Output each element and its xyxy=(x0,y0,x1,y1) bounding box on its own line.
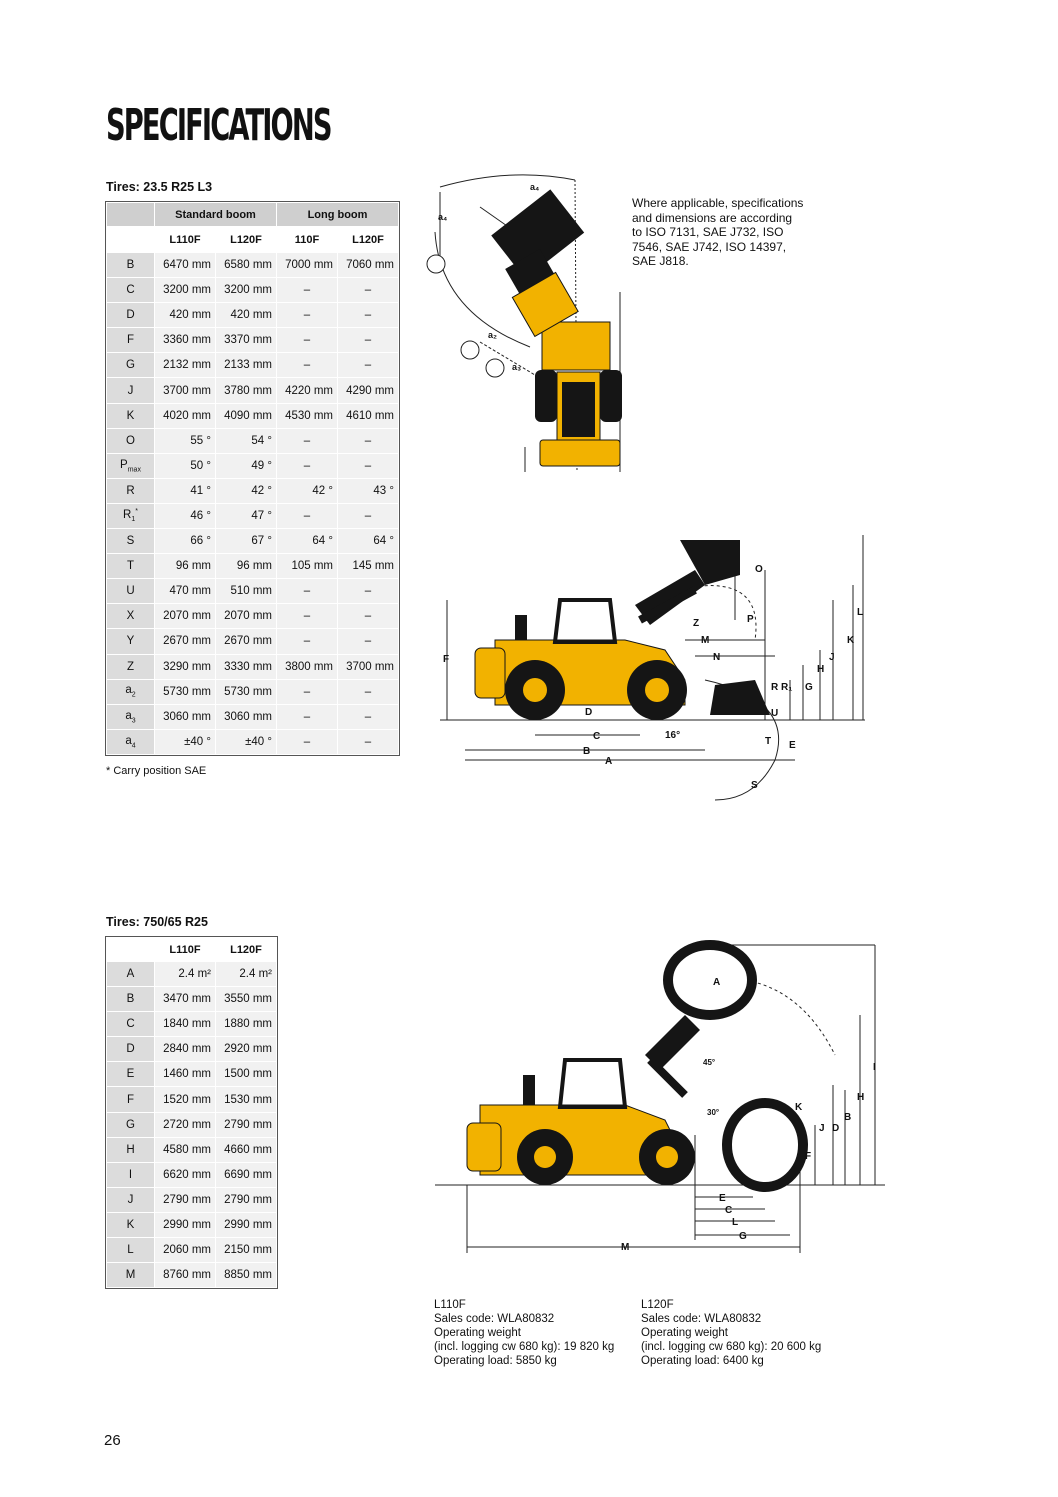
page-title: SPECIFICATIONS xyxy=(106,100,331,151)
table-cell: – xyxy=(277,328,338,353)
dim-label: a₂ xyxy=(488,330,498,340)
table-row xyxy=(107,1263,277,1288)
row-label: D xyxy=(107,303,155,328)
row-label: $a_4$ xyxy=(107,729,155,754)
table-cell: 3700 mm xyxy=(155,378,216,403)
dim-label: E xyxy=(789,740,796,751)
table-cell: 2720 mm xyxy=(155,1112,216,1137)
row-label: $a_2$ xyxy=(107,679,155,704)
dim-label: C xyxy=(593,731,601,742)
table-cell: 6690 mm xyxy=(216,1162,277,1187)
l110f-info xyxy=(434,1298,614,1368)
table-row xyxy=(107,453,399,478)
table-cell: – xyxy=(277,303,338,328)
row-label: K xyxy=(107,1212,155,1237)
dim-label: G xyxy=(739,1231,747,1242)
loader-top-view xyxy=(491,189,622,466)
table-cell: 3470 mm xyxy=(155,987,216,1012)
table-cell: 3800 mm xyxy=(277,654,338,679)
table-cell: – xyxy=(277,679,338,704)
row-label: R xyxy=(107,478,155,503)
info-line: Sales code: WLA80832 xyxy=(641,1313,762,1325)
table-cell: – xyxy=(277,629,338,654)
table-cell: – xyxy=(338,729,399,754)
table-cell: 42 ° xyxy=(277,478,338,503)
table-cell: 4020 mm xyxy=(155,403,216,428)
table1-body xyxy=(107,253,399,755)
table-cell: – xyxy=(277,353,338,378)
row-label: J xyxy=(107,1187,155,1212)
dim-label: M xyxy=(621,1242,630,1253)
dim-label: a₄ xyxy=(438,212,448,222)
table-cell: 3060 mm xyxy=(155,704,216,729)
table2-body xyxy=(107,962,277,1288)
row-label: C xyxy=(107,1012,155,1037)
table2-caption: Tires: 750/65 R25 xyxy=(106,915,208,929)
side-view-dimensions-diagram xyxy=(435,530,875,815)
table-cell: – xyxy=(338,278,399,303)
table-cell: 5730 mm xyxy=(216,679,277,704)
table-row xyxy=(107,478,399,503)
table-cell: – xyxy=(338,453,399,478)
row-label: K xyxy=(107,403,155,428)
dim-label: 16° xyxy=(665,730,681,741)
table-cell: 96 mm xyxy=(216,554,277,579)
table-row xyxy=(107,253,399,278)
row-label: $a_3$ xyxy=(107,704,155,729)
table-cell: – xyxy=(277,729,338,754)
standards-note xyxy=(632,196,832,269)
table-cell: 8760 mm xyxy=(155,1263,216,1288)
table-row xyxy=(107,1212,277,1237)
table-cell: 470 mm xyxy=(155,579,216,604)
dim-label: E xyxy=(719,1193,726,1204)
row-label: O xyxy=(107,428,155,453)
log-grapple-diagram xyxy=(435,935,885,1260)
row-label: B xyxy=(107,987,155,1012)
table-cell: ±40 ° xyxy=(155,729,216,754)
row-label: T xyxy=(107,554,155,579)
dim-label: I xyxy=(873,1062,876,1073)
table-row xyxy=(107,604,399,629)
table-cell: 4660 mm xyxy=(216,1137,277,1162)
table-cell: – xyxy=(277,428,338,453)
table-row xyxy=(107,428,399,453)
spec-table-log-grapple xyxy=(106,937,277,1288)
table-cell: 2990 mm xyxy=(155,1212,216,1237)
table-row xyxy=(107,1012,277,1037)
table-cell: 4580 mm xyxy=(155,1137,216,1162)
table-cell: – xyxy=(277,453,338,478)
dim-label: R₁ xyxy=(781,682,793,693)
table-cell: 2.4 m² xyxy=(216,962,277,987)
table-cell: – xyxy=(277,604,338,629)
table-cell: 2.4 m² xyxy=(155,962,216,987)
dim-label: B xyxy=(844,1112,852,1123)
table-cell: 66 ° xyxy=(155,529,216,554)
model-header: L120F xyxy=(216,227,277,253)
info-line: Operating weight xyxy=(434,1327,521,1339)
table-cell: 4610 mm xyxy=(338,403,399,428)
dim-label: H xyxy=(817,664,825,675)
table-row xyxy=(107,353,399,378)
table-cell: 2790 mm xyxy=(216,1112,277,1137)
table-cell: – xyxy=(277,704,338,729)
info-line: (incl. logging cw 680 kg): 20 600 kg xyxy=(641,1341,822,1353)
row-label: A xyxy=(107,962,155,987)
info-line: (incl. logging cw 680 kg): 19 820 kg xyxy=(434,1341,615,1353)
table-row xyxy=(107,378,399,403)
dim-label: T xyxy=(765,736,772,747)
table-cell: 3550 mm xyxy=(216,987,277,1012)
table-row xyxy=(107,328,399,353)
row-label: $R_1^*$ xyxy=(107,503,155,528)
dim-label: D xyxy=(832,1123,840,1134)
table-cell: – xyxy=(338,353,399,378)
table-cell: 145 mm xyxy=(338,554,399,579)
dim-label: B xyxy=(583,746,591,757)
dim-label: F xyxy=(443,654,450,665)
table-cell: – xyxy=(338,503,399,528)
dim-label: H xyxy=(857,1092,865,1103)
row-label: E xyxy=(107,1062,155,1087)
table-cell: 2070 mm xyxy=(155,604,216,629)
table-cell: 8850 mm xyxy=(216,1263,277,1288)
table-cell: – xyxy=(277,503,338,528)
row-label: Z xyxy=(107,654,155,679)
table-cell: 2920 mm xyxy=(216,1037,277,1062)
model-header: L120F xyxy=(216,938,277,962)
table-row xyxy=(107,1238,277,1263)
info-line: L120F xyxy=(641,1299,674,1311)
dim-label: Z xyxy=(693,618,700,629)
info-line: Operating load: 6400 kg xyxy=(641,1355,764,1367)
dim-label: L xyxy=(732,1217,739,1228)
table-row xyxy=(107,1162,277,1187)
table-row xyxy=(107,1037,277,1062)
table-cell: 2132 mm xyxy=(155,353,216,378)
table-cell: – xyxy=(277,579,338,604)
table-cell: 3700 mm xyxy=(338,654,399,679)
row-label: Y xyxy=(107,629,155,654)
table-cell: 50 ° xyxy=(155,453,216,478)
dim-label: a₃ xyxy=(512,362,522,372)
table-cell: 96 mm xyxy=(155,554,216,579)
table-cell: 2060 mm xyxy=(155,1238,216,1263)
loader-with-grapple xyxy=(467,945,803,1187)
dim-label: D xyxy=(585,707,593,718)
table-cell: 55 ° xyxy=(155,428,216,453)
l120f-info xyxy=(641,1298,821,1368)
table-row xyxy=(107,654,399,679)
table-cell: 2070 mm xyxy=(216,604,277,629)
table-row xyxy=(107,729,399,754)
row-label: U xyxy=(107,579,155,604)
table-cell: 1460 mm xyxy=(155,1062,216,1087)
table-cell: 3290 mm xyxy=(155,654,216,679)
row-label: H xyxy=(107,1137,155,1162)
table-cell: 64 ° xyxy=(277,529,338,554)
table-cell: 510 mm xyxy=(216,579,277,604)
dim-label: G xyxy=(805,682,813,693)
note-line: and dimensions are according xyxy=(632,210,793,225)
table-cell: – xyxy=(338,704,399,729)
table-cell: 2840 mm xyxy=(155,1037,216,1062)
dim-label: K xyxy=(795,1102,803,1113)
table1-caption: Tires: 23.5 R25 L3 xyxy=(106,180,213,194)
table-cell: – xyxy=(338,604,399,629)
table-row xyxy=(107,987,277,1012)
table-cell: 67 ° xyxy=(216,529,277,554)
table-row xyxy=(107,1187,277,1212)
dim-label: a₄ xyxy=(530,182,540,192)
table-row xyxy=(107,554,399,579)
table-cell: 1880 mm xyxy=(216,1012,277,1037)
table-row xyxy=(107,1137,277,1162)
table-cell: – xyxy=(338,303,399,328)
table-row xyxy=(107,962,277,987)
group-long-boom: Long boom xyxy=(277,203,399,227)
info-line: Operating weight xyxy=(641,1327,728,1339)
spec-table-standard-tires xyxy=(106,202,399,755)
row-label: F xyxy=(107,1087,155,1112)
table-cell: 1840 mm xyxy=(155,1012,216,1037)
table-row xyxy=(107,704,399,729)
dim-label: U xyxy=(771,708,779,719)
table-cell: 3780 mm xyxy=(216,378,277,403)
model-header: L110F xyxy=(155,938,216,962)
footnote: * Carry position SAE xyxy=(106,765,207,777)
table-row xyxy=(107,629,399,654)
table-cell: 6470 mm xyxy=(155,253,216,278)
table-cell: 64 ° xyxy=(338,529,399,554)
table-cell: – xyxy=(338,629,399,654)
table-cell: 2790 mm xyxy=(155,1187,216,1212)
table-cell: 1520 mm xyxy=(155,1087,216,1112)
table-row xyxy=(107,278,399,303)
table-cell: 420 mm xyxy=(155,303,216,328)
page-number: 26 xyxy=(104,1432,121,1449)
row-label: S xyxy=(107,529,155,554)
dim-label: F xyxy=(805,1151,812,1162)
dim-label: R xyxy=(771,682,779,693)
table-cell: 43 ° xyxy=(338,478,399,503)
table-cell: 4290 mm xyxy=(338,378,399,403)
table-row xyxy=(107,1112,277,1137)
table-cell: 47 ° xyxy=(216,503,277,528)
note-line: Where applicable, specifications xyxy=(632,196,804,210)
dim-label: J xyxy=(819,1123,825,1134)
row-label: D xyxy=(107,1037,155,1062)
group-standard-boom: Standard boom xyxy=(155,203,277,227)
row-label: J xyxy=(107,378,155,403)
note-line: 7546, SAE J742, ISO 14397, xyxy=(632,239,787,254)
row-label: B xyxy=(107,253,155,278)
table-cell: 42 ° xyxy=(216,478,277,503)
table-cell: 2670 mm xyxy=(216,629,277,654)
model-header: L110F xyxy=(155,227,216,253)
dim-label: 30° xyxy=(707,1108,720,1117)
table-cell: 46 ° xyxy=(155,503,216,528)
dim-label: N xyxy=(713,652,721,663)
table-row xyxy=(107,529,399,554)
table-cell: 4090 mm xyxy=(216,403,277,428)
table-row xyxy=(107,303,399,328)
table-cell: 49 ° xyxy=(216,453,277,478)
info-line: L110F xyxy=(434,1299,466,1311)
dim-label: A xyxy=(605,756,613,767)
dim-label: J xyxy=(829,652,835,663)
table-row xyxy=(107,1062,277,1087)
row-label: G xyxy=(107,353,155,378)
table-cell: 3370 mm xyxy=(216,328,277,353)
dim-label: K xyxy=(847,635,855,646)
dim-label: L xyxy=(857,607,864,618)
table-cell: – xyxy=(338,579,399,604)
table-cell: 1530 mm xyxy=(216,1087,277,1112)
row-label: I xyxy=(107,1162,155,1187)
table-cell: 2790 mm xyxy=(216,1187,277,1212)
table-cell: 6620 mm xyxy=(155,1162,216,1187)
dim-label: A xyxy=(713,977,721,988)
table-cell: – xyxy=(338,328,399,353)
table-cell: 2670 mm xyxy=(155,629,216,654)
table-cell: 3200 mm xyxy=(155,278,216,303)
table-cell: 5730 mm xyxy=(155,679,216,704)
table-cell: 2990 mm xyxy=(216,1212,277,1237)
note-line: SAE J818. xyxy=(632,254,689,268)
table-cell: 1500 mm xyxy=(216,1062,277,1087)
loader-side-view xyxy=(475,540,770,720)
table-cell: 3330 mm xyxy=(216,654,277,679)
table-cell: 4220 mm xyxy=(277,378,338,403)
table-cell: 6580 mm xyxy=(216,253,277,278)
model-header: 110F xyxy=(277,227,338,253)
row-label: F xyxy=(107,328,155,353)
info-line: Operating load: 5850 kg xyxy=(434,1355,557,1367)
table-row xyxy=(107,579,399,604)
table-cell: 54 ° xyxy=(216,428,277,453)
dim-label: P xyxy=(747,614,754,625)
table-cell: 3200 mm xyxy=(216,278,277,303)
table-cell: 105 mm xyxy=(277,554,338,579)
table-cell: – xyxy=(338,428,399,453)
row-label: M xyxy=(107,1263,155,1288)
table-cell: ±40 ° xyxy=(216,729,277,754)
table-cell: 2133 mm xyxy=(216,353,277,378)
table-cell: 2150 mm xyxy=(216,1238,277,1263)
row-label: $P_{max}$ xyxy=(107,453,155,478)
row-label: G xyxy=(107,1112,155,1137)
row-label: X xyxy=(107,604,155,629)
dim-label: 45° xyxy=(703,1058,716,1067)
info-line: Sales code: WLA80832 xyxy=(434,1313,555,1325)
table-cell: 3060 mm xyxy=(216,704,277,729)
table-cell: 7060 mm xyxy=(338,253,399,278)
table-row xyxy=(107,403,399,428)
table-cell: 3360 mm xyxy=(155,328,216,353)
table-cell: 41 ° xyxy=(155,478,216,503)
row-label: C xyxy=(107,278,155,303)
table-row xyxy=(107,1087,277,1112)
table-cell: 7000 mm xyxy=(277,253,338,278)
note-line: to ISO 7131, SAE J732, ISO xyxy=(632,225,784,239)
table-cell: 4530 mm xyxy=(277,403,338,428)
table-cell: – xyxy=(338,679,399,704)
table-cell: 420 mm xyxy=(216,303,277,328)
dim-label: M xyxy=(701,635,710,646)
table-row xyxy=(107,679,399,704)
row-label: L xyxy=(107,1238,155,1263)
dim-label: C xyxy=(725,1205,733,1216)
table-row xyxy=(107,503,399,528)
top-view-turning-diagram xyxy=(420,172,630,477)
table-cell: – xyxy=(277,278,338,303)
dim-label: S xyxy=(751,780,758,791)
model-header: L120F xyxy=(338,227,399,253)
dim-label: O xyxy=(755,564,763,575)
